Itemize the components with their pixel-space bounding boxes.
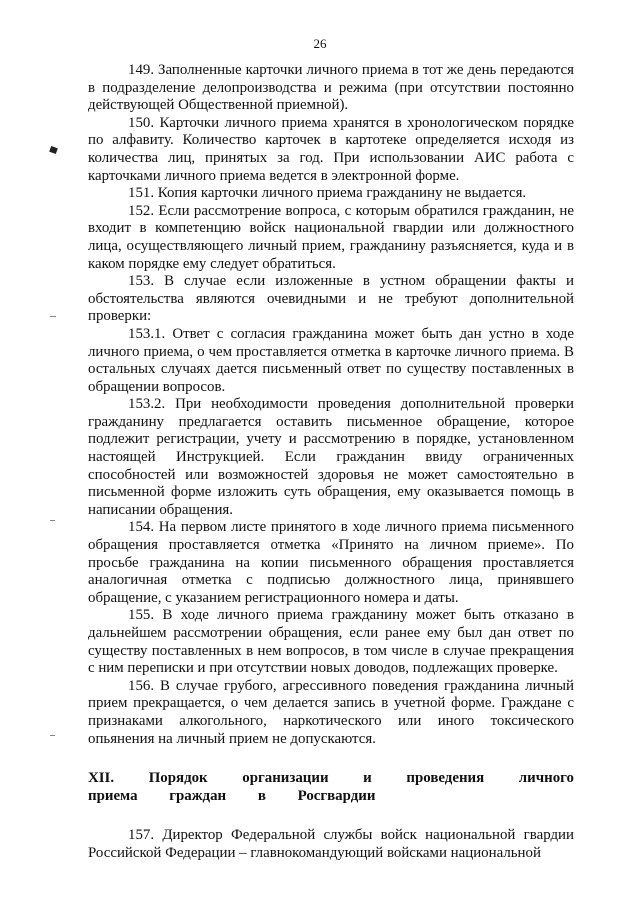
paragraph-156: 156. В случае грубого, агрессивного поведения гражданина личный прием прекращается, о чем делается запись в учетной форме. Граждане с признаками алкогольного, наркотического или иного токсического опьянения на личный прием не допускаются. [88,677,574,747]
paragraph-155: 155. В ходе личного приема гражданину может быть отказано в дальнейшем рассмотрении обращения, если ранее ему был дан ответ по существу поставленных в нем вопросов, в том числе в случае прекращения с ним переписки и при отсутствии новых доводов, подлежащих проверке. [88,607,574,677]
paragraph-153-2: 153.2. При необходимости проведения дополнительной проверки гражданину предлагается оставить письменное обращение, которое подлежит регистрации, учету и рассмотрению в порядке, установленном настоящей Инструкцией. Если гражданин ввиду ограниченных способностей или возможностей здоровья не может самостоятельно в письменной форме изложить суть обращения, ему оказывается помощь в написании обращения. [88,396,574,518]
paragraph-152: 152. Если рассмотрение вопроса, с которым обратился гражданин, не входит в компетенцию войск национальной гвардии или должностного лица, осуществляющего личный прием, гражданину разъясняется, куда и в каком порядке ему следует обратиться. [88,202,574,272]
paragraph-157: 157. Директор Федеральной службы войск национальной гвардии Российской Федерации – главнокомандующий войсками национальной [88,827,574,861]
margin-mark [49,146,58,154]
page-number: 26 [313,36,327,51]
paragraph-151: 151. Копия карточки личного приема гражданину не выдается. [128,185,527,202]
paragraph-149: 149. Заполненные карточки личного приема в тот же день передаются в подразделение делопроизводства и режима (при отсутствии постоянно действующей Общественной приемной). [88,62,574,114]
section-heading: XII. Порядок организации и проведения личного приема граждан в Росгвардии [88,770,574,804]
margin-mark [50,520,55,521]
paragraph-153-1: 153.1. Ответ с согласия гражданина может быть дан устно в ходе личного приема, о чем проставляется отметка в карточке личного приема. В остальных случаях дается письменный ответ по существу поставленных в обращении вопросов. [88,325,574,395]
margin-mark [50,735,55,736]
margin-mark [50,316,56,317]
document-body [88,62,574,863]
paragraph-154: 154. На первом листе принятого в ходе личного приема письменного обращения проставляется отметка «Принято на личном приеме». По просьбе гражданина на копии письменного обращения проставляется аналогичная отметка с подписью должностного лица, принявшего обращение, с указанием регистрационного номера и даты. [88,519,574,606]
paragraph-153: 153. В случае если изложенные в устном обращении факты и обстоятельства являются очевидными и не требуют дополнительной проверки: [88,273,574,325]
paragraph-150: 150. Карточки личного приема хранятся в хронологическом порядке по алфавиту. Количество карточек в картотеке определяется исходя из количества лиц, принятых за год. При использовании АИС работа с карточками личного приема ведется в электронной форме. [88,114,574,184]
